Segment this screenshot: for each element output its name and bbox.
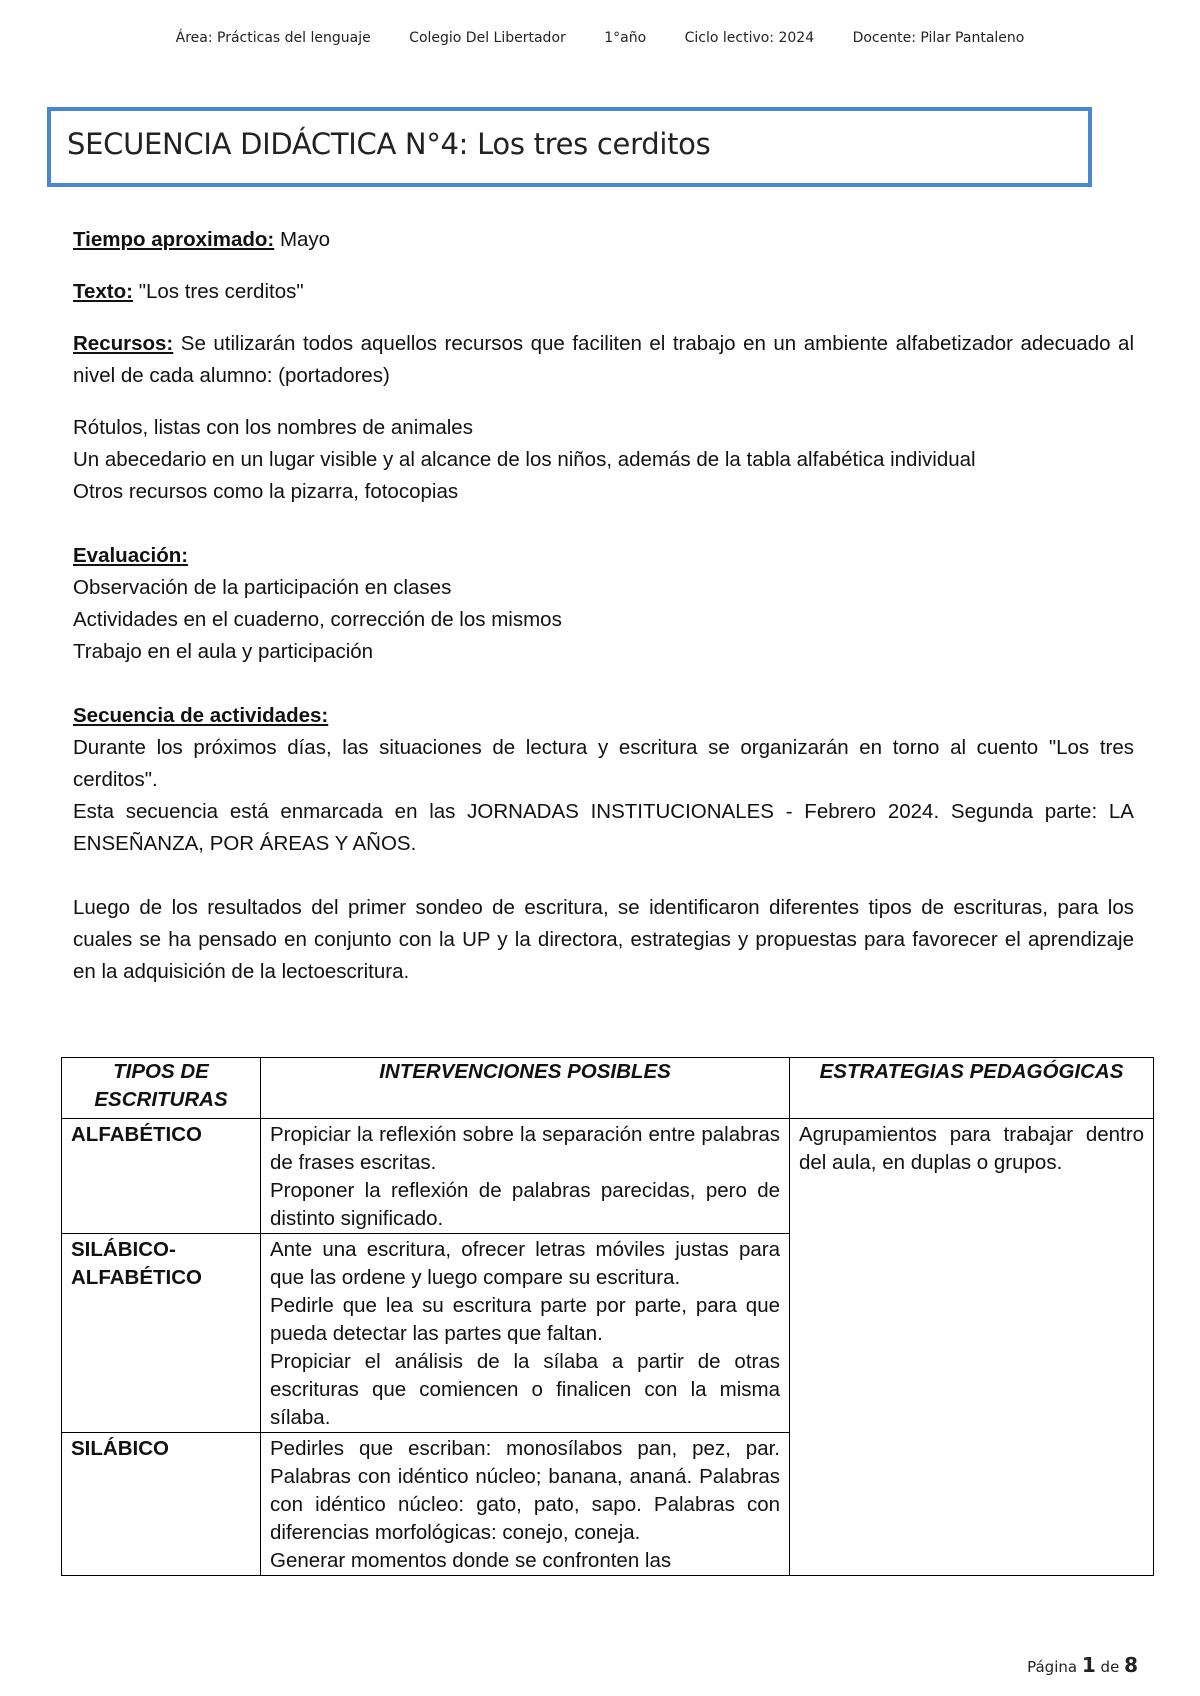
evaluacion-item: Trabajo en el aula y participación	[73, 640, 374, 663]
column-header: TIPOS DE ESCRITURAS	[62, 1058, 261, 1119]
intervencion-text: Ante una escritura, ofrecer letras móviles justas para que las ordene y luego compare su escritura.	[270, 1238, 780, 1289]
document-body	[73, 224, 1134, 988]
tipo-cell: SILÁBICO-ALFABÉTICO	[62, 1234, 261, 1433]
evaluacion-item: Actividades en el cuaderno, corrección de los mismos	[73, 608, 562, 631]
footer-separator: de	[1100, 1658, 1120, 1676]
tiempo-label: Tiempo aproximado:	[73, 228, 275, 251]
intervenciones-cell	[261, 1433, 790, 1576]
tiempo-value: Mayo	[279, 228, 331, 251]
footer-prefix: Página	[1027, 1658, 1078, 1676]
recursos-item: Otros recursos como la pizarra, fotocopias	[73, 480, 459, 503]
tipo-cell: SILÁBICO	[62, 1433, 261, 1576]
secuencia-paragraph-2: Esta secuencia está enmarcada en las JORNADAS INSTITUCIONALES - Febrero 2024. Segunda parte: LA ENSEÑANZA, POR ÁREAS Y AÑOS.	[73, 800, 1134, 855]
recursos-item: Un abecedario en un lugar visible y al alcance de los niños, además de la tabla alfabética individual	[73, 448, 976, 471]
intervenciones-cell	[261, 1119, 790, 1234]
intervencion-text: Proponer la reflexión de palabras parecidas, pero de distinto significado.	[270, 1179, 780, 1230]
page-footer	[1027, 1653, 1138, 1677]
header-school: Colegio Del Libertador	[409, 30, 566, 46]
header-teacher: Docente: Pilar Pantaleno	[852, 30, 1025, 46]
document-title: SECUENCIA DIDÁCTICA N°4: Los tres cerditos	[67, 127, 711, 161]
recursos-label: Recursos:	[73, 332, 174, 355]
secuencia-paragraph-1: Durante los próximos días, las situaciones de lectura y escritura se organizarán en torno al cuento "Los tres cerditos".	[73, 736, 1134, 791]
evaluacion-label-line	[73, 540, 1134, 572]
column-header: ESTRATEGIAS PEDAGÓGICAS	[790, 1058, 1154, 1119]
recursos-item: Rótulos, listas con los nombres de animales	[73, 416, 473, 439]
footer-total-pages: 8	[1124, 1653, 1138, 1677]
texto-label: Texto:	[73, 280, 133, 303]
secuencia-label-line	[73, 700, 1134, 732]
secuencia-label: Secuencia de actividades:	[73, 704, 329, 727]
secuencia-paragraph-3: Luego de los resultados del primer sondeo de escritura, se identificaron diferentes tipos de escrituras, para los cuales se ha pensado en conjunto con la UP y la directora, estrategias y propuestas para favorecer el aprendizaje en la adquisición de la lectoescritura.	[73, 896, 1134, 983]
intervencion-text: Pedirle que lea su escritura parte por parte, para que pueda detectar las partes que faltan.	[270, 1294, 780, 1345]
footer-page-number: 1	[1081, 1653, 1096, 1677]
evaluacion-item: Observación de la participación en clases	[73, 576, 452, 599]
intervencion-text: Propiciar el análisis de la sílaba a partir de otras escrituras que comiencen o finalicen con la misma sílaba.	[270, 1350, 780, 1429]
evaluacion-label: Evaluación:	[73, 544, 189, 567]
table-header-row	[62, 1058, 1154, 1119]
table-row	[62, 1119, 1154, 1234]
column-header: INTERVENCIONES POSIBLES	[261, 1058, 790, 1119]
tiempo-line	[73, 224, 1134, 256]
recursos-paragraph	[73, 328, 1134, 392]
title-box	[47, 107, 1092, 187]
texto-line	[73, 276, 1134, 308]
estrategia-cell: Agrupamientos para trabajar dentro del aula, en duplas o grupos.	[790, 1119, 1154, 1576]
recursos-value: Se utilizarán todos aquellos recursos que faciliten el trabajo en un ambiente alfabetizador adecuado al nivel de cada alumno: (portadores)	[73, 332, 1135, 387]
intervencion-text: Propiciar la reflexión sobre la separación entre palabras de frases escritas.	[270, 1123, 780, 1174]
header-area: Área: Prácticas del lenguaje	[175, 30, 371, 46]
header-cycle: Ciclo lectivo: 2024	[684, 30, 815, 46]
intervencion-text: Generar momentos donde se confronten las	[270, 1549, 672, 1572]
tipo-cell: ALFABÉTICO	[62, 1119, 261, 1234]
intervenciones-cell	[261, 1234, 790, 1433]
page-header	[0, 30, 1200, 46]
texto-value: "Los tres cerditos"	[138, 280, 304, 303]
header-year: 1°año	[604, 30, 647, 46]
writing-types-table	[61, 1057, 1154, 1576]
intervencion-text: Pedirles que escriban: monosílabos pan, pez, par. Palabras con idéntico núcleo; banana, ananá. Palabras con idéntico núcleo: gato, pato, sapo. Palabras con diferencias morfológicas: conejo, coneja.	[270, 1437, 780, 1544]
